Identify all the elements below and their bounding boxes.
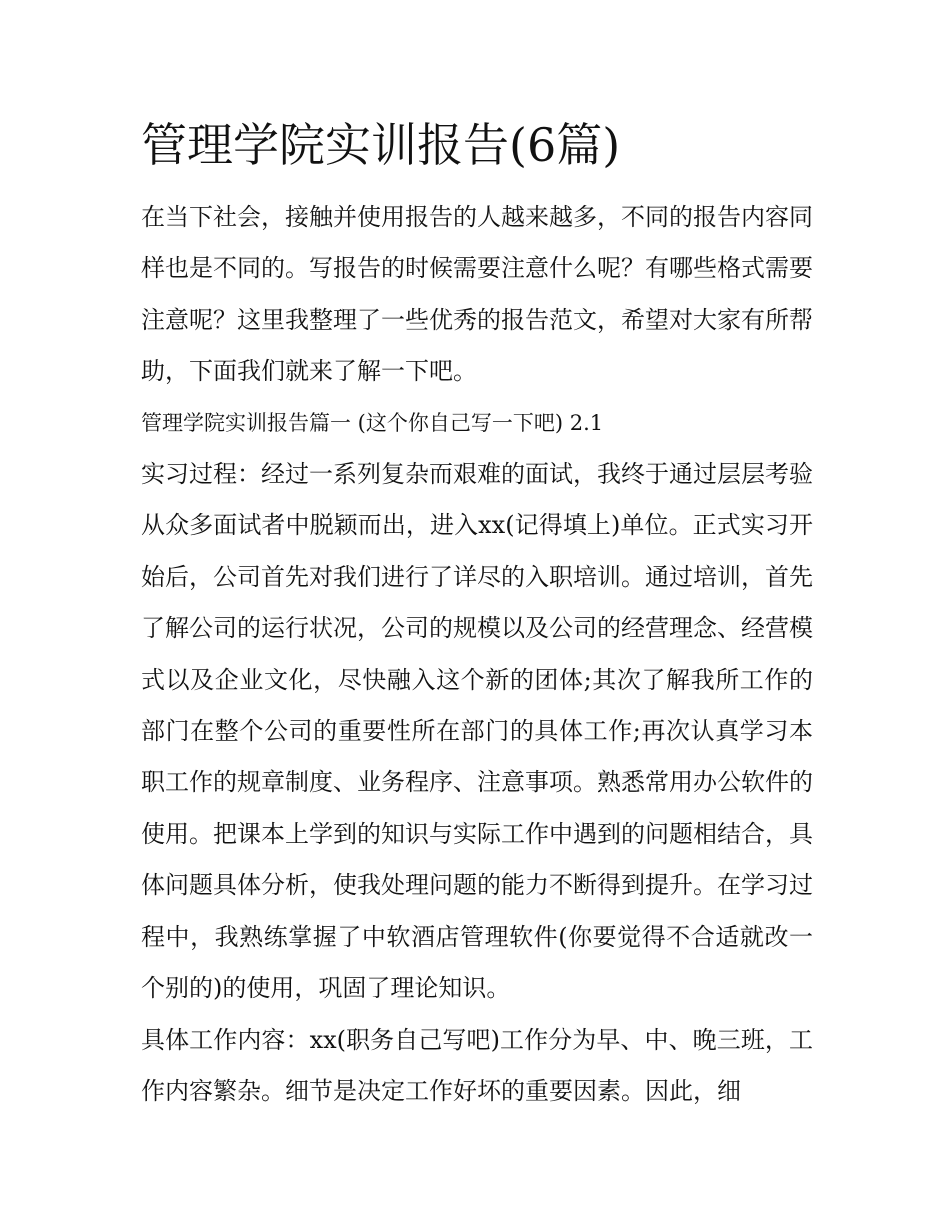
section-heading: 管理学院实训报告篇一 (这个你自己写一下吧) 2.1 <box>141 410 604 435</box>
paragraph-work-content: 具体工作内容：xx(职务自己写吧)工作分为早、中、晚三班，工作内容繁杂。细节是决定工作好坏的重要因素。因此，细 <box>141 1025 813 1105</box>
paragraph-internship-process: 实习过程：经过一系列复杂而艰难的面试，我终于通过层层考验从众多面试者中脱颖而出，进入xx(记得填上)单位。正式实习开始后，公司首先对我们进行了详尽的入职培训。通过培训，首先了解公司的运行状况，公司的规模以及公司的经营理念、经营模式以及企业文化，尽快融入这个新的团体;其次了解我所工作的部门在整个公司的重要性所在部门的具体工作;再次认真学习本职工作的规章制度、业务程序、注意事项。熟悉常用办公软件的使用。把课本上学到的知识与实际工作中遇到的问题相结合，具体问题具体分析，使我处理问题的能力不断得到提升。在学习过程中，我熟练掌握了中软酒店管理软件(你要觉得不合适就改一个别的)的使用，巩固了理论知识。 <box>141 460 813 1003</box>
document-page <box>141 112 813 1117</box>
document-title: 管理学院实训报告(6篇) <box>141 118 621 172</box>
intro-paragraph: 在当下社会，接触并使用报告的人越来越多，不同的报告内容同样也是不同的。写报告的时候需要注意什么呢？有哪些格式需要注意呢？这里我整理了一些优秀的报告范文，希望对大家有所帮助，下面我们就来了解一下吧。 <box>141 203 813 386</box>
